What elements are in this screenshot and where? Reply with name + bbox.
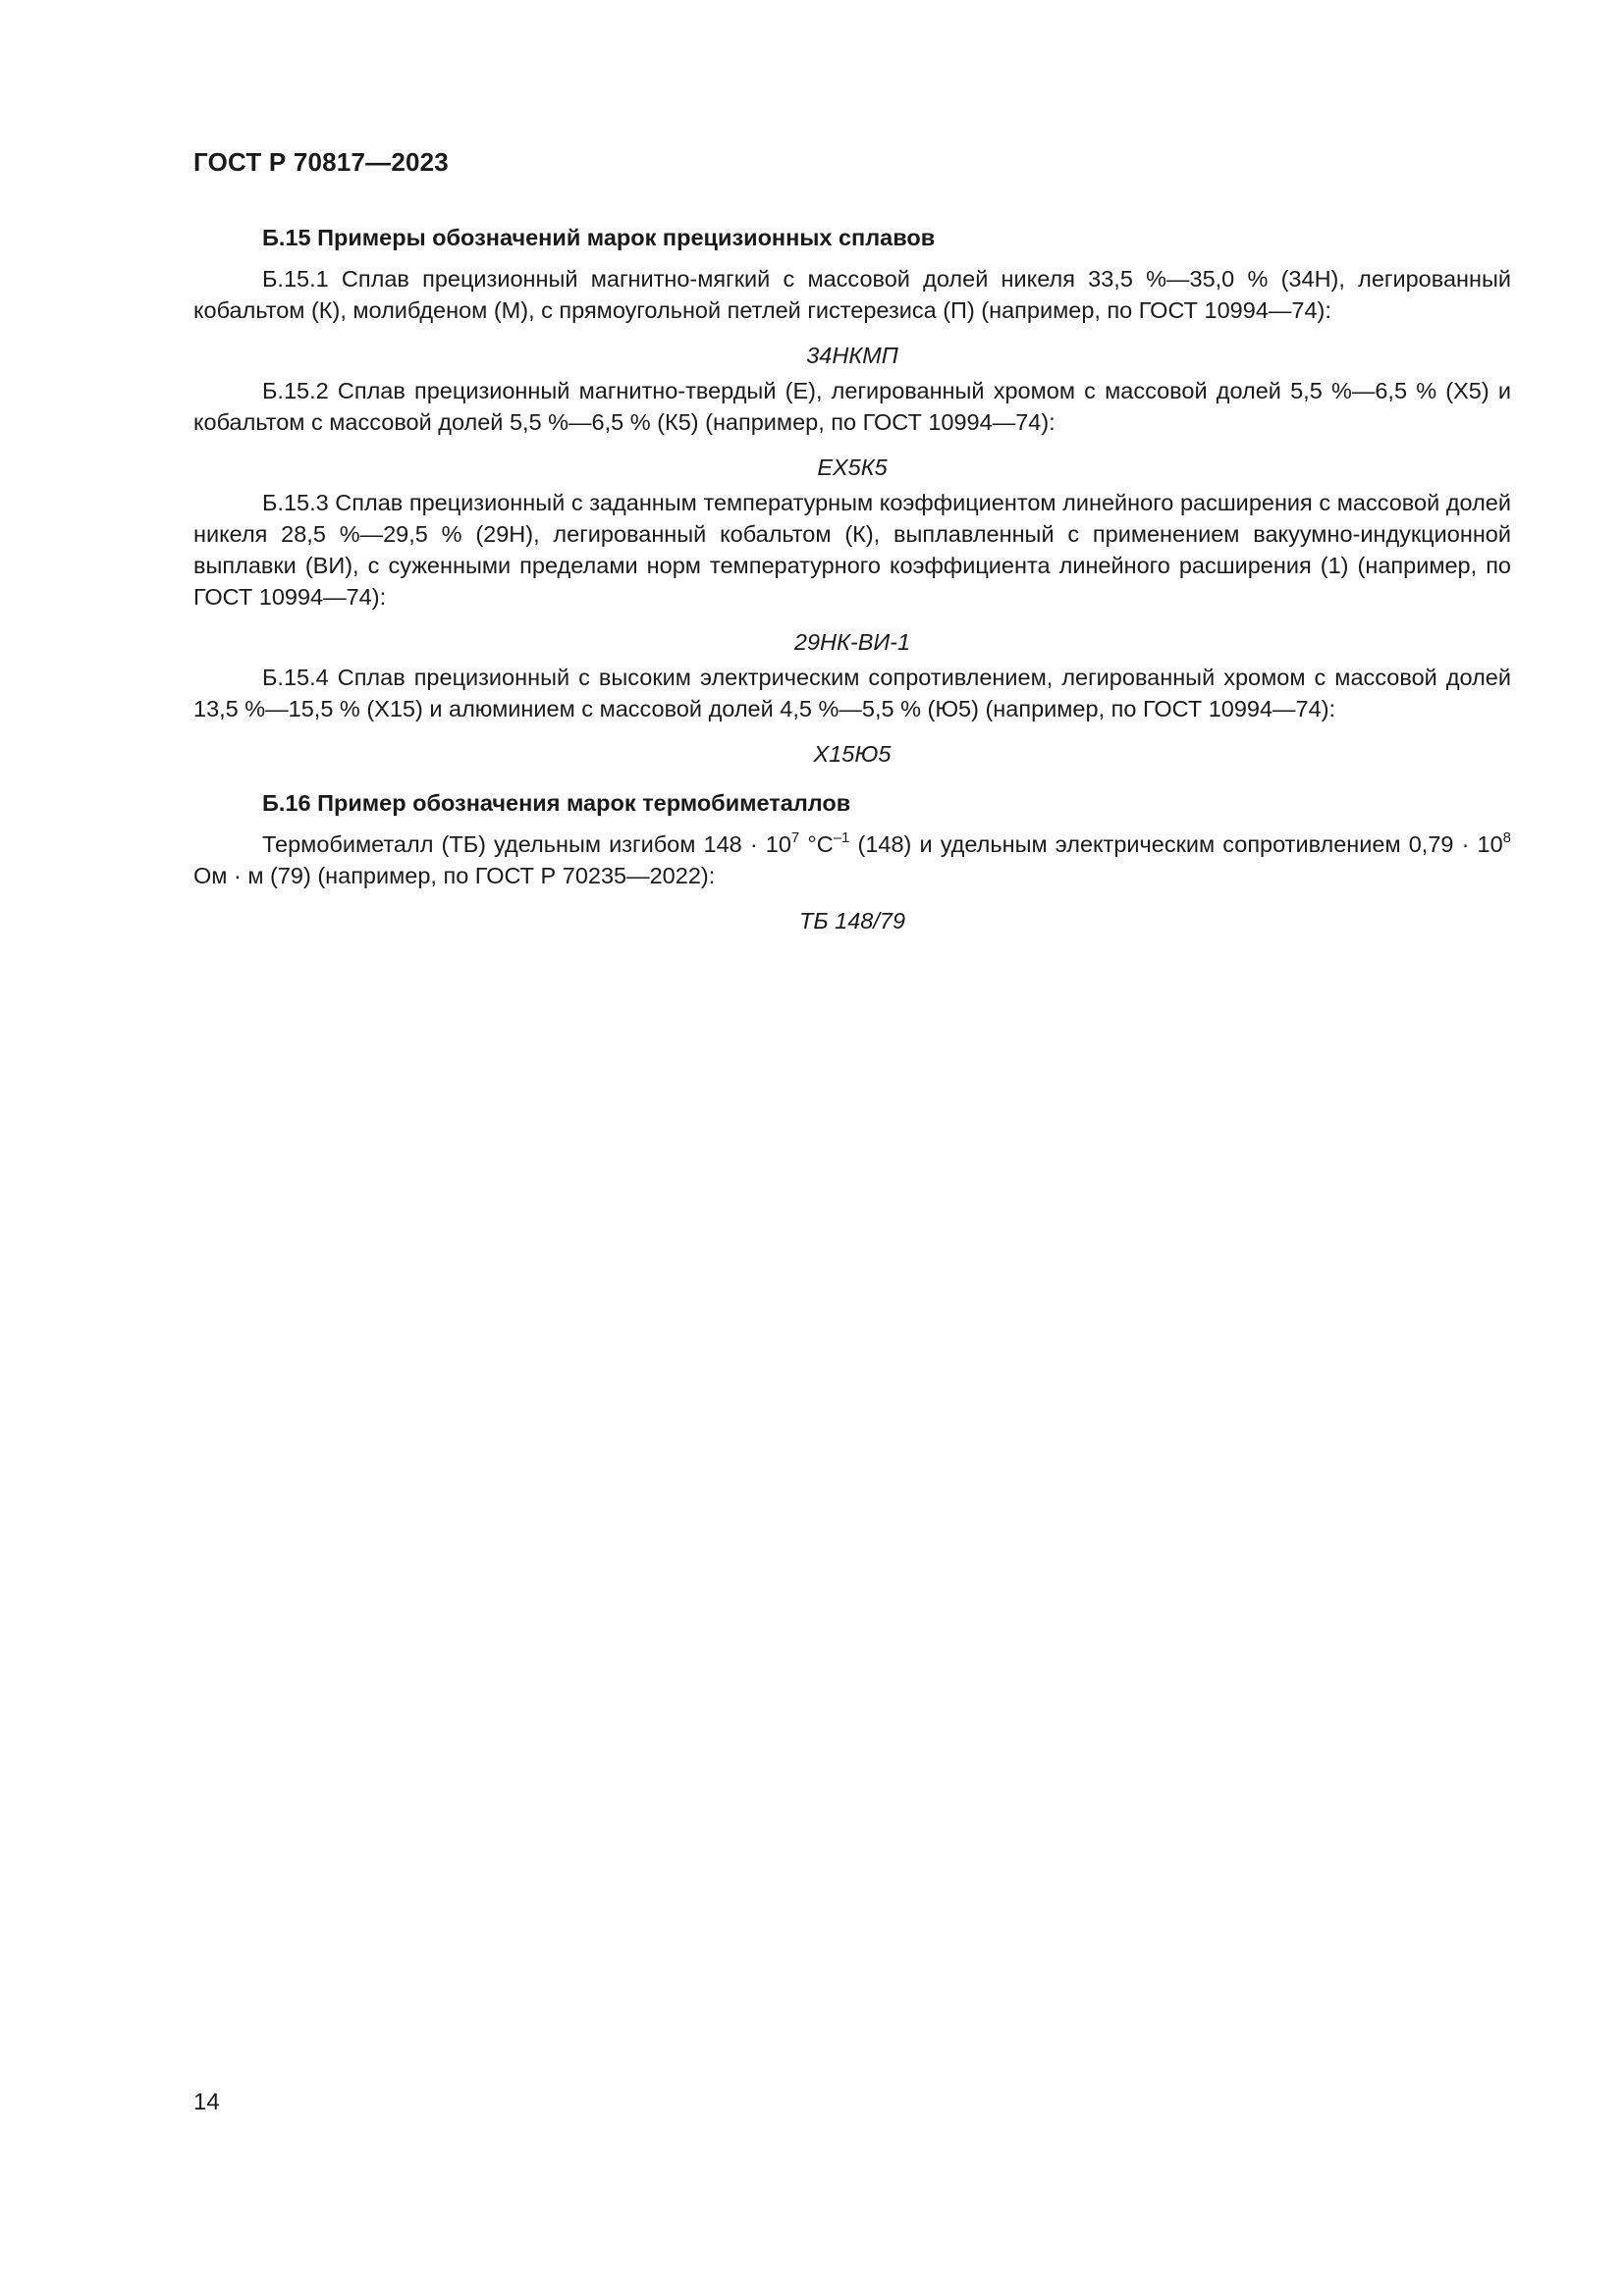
b16-superscript-1: 7 — [790, 829, 800, 847]
designation-b15-3: 29НК-ВИ-1 — [793, 629, 911, 655]
document-body — [193, 222, 1511, 940]
b16-text-part3: (148) и удельным электрическим сопротивлением 0,79 · 10 — [849, 831, 1503, 857]
designation-b15-4: Х15Ю5 — [813, 741, 892, 767]
page-number: 14 — [193, 2089, 220, 2115]
b16-text-part2: °С — [799, 831, 834, 857]
paragraph-b15-2: Б.15.2 Сплав прецизионный магнитно-твердый (Е), легированный хромом с массовой долей 5,5 %—6,5 % (Х5) и кобальтом с массовой долей 5,5 %—6,5 % (К5) (например, по ГОСТ 10994—74): — [193, 378, 1511, 435]
designation-b15-1: 34НКМП — [806, 343, 898, 368]
b16-superscript-2: –1 — [833, 829, 850, 847]
paragraph-b15-1: Б.15.1 Сплав прецизионный магнитно-мягкий с массовой долей никеля 33,5 %—35,0 % (34Н), легированный кобальтом (К), молибденом (М), с прямоугольной петлей гистерезиса (П) (например, по ГОСТ 10994—74): — [193, 266, 1511, 323]
designation-b16: ТБ 148/79 — [798, 908, 906, 934]
b16-superscript-3: 8 — [1502, 829, 1511, 847]
paragraph-b15-4: Б.15.4 Сплав прецизионный с высоким электрическим сопротивлением, легированный хромом с массовой долей 13,5 %—15,5 % (Х15) и алюминием с массовой долей 4,5 %—5,5 % (Ю5) (например, по ГОСТ 10994—74): — [193, 665, 1511, 721]
document-header: ГОСТ Р 70817—2023 — [193, 147, 449, 177]
paragraph-b16 — [193, 828, 1511, 891]
section-heading-b15: Б.15 Примеры обозначений марок прецизионных сплавов — [262, 225, 936, 250]
b16-text-part1: Термобиметалл (ТБ) удельным изгибом 148 · 10 — [262, 831, 791, 857]
b16-text-part4: Ом · м (79) (например, по ГОСТ Р 70235—2022): — [193, 863, 716, 888]
designation-b15-2: ЕХ5К5 — [817, 454, 888, 480]
paragraph-b15-3: Б.15.3 Сплав прецизионный с заданным температурным коэффициентом линейного расширения с массовой долей никеля 28,5 %—29,5 % (29Н), легированный кобальтом (К), выплавленный с применением вакуумно-индукционной выплавки (ВИ), с суженными пределами норм температурного коэффициента линейного расширения (1) (например, по ГОСТ 10994—74): — [193, 490, 1511, 610]
section-heading-b16: Б.16 Пример обозначения марок термобиметаллов — [262, 790, 851, 816]
